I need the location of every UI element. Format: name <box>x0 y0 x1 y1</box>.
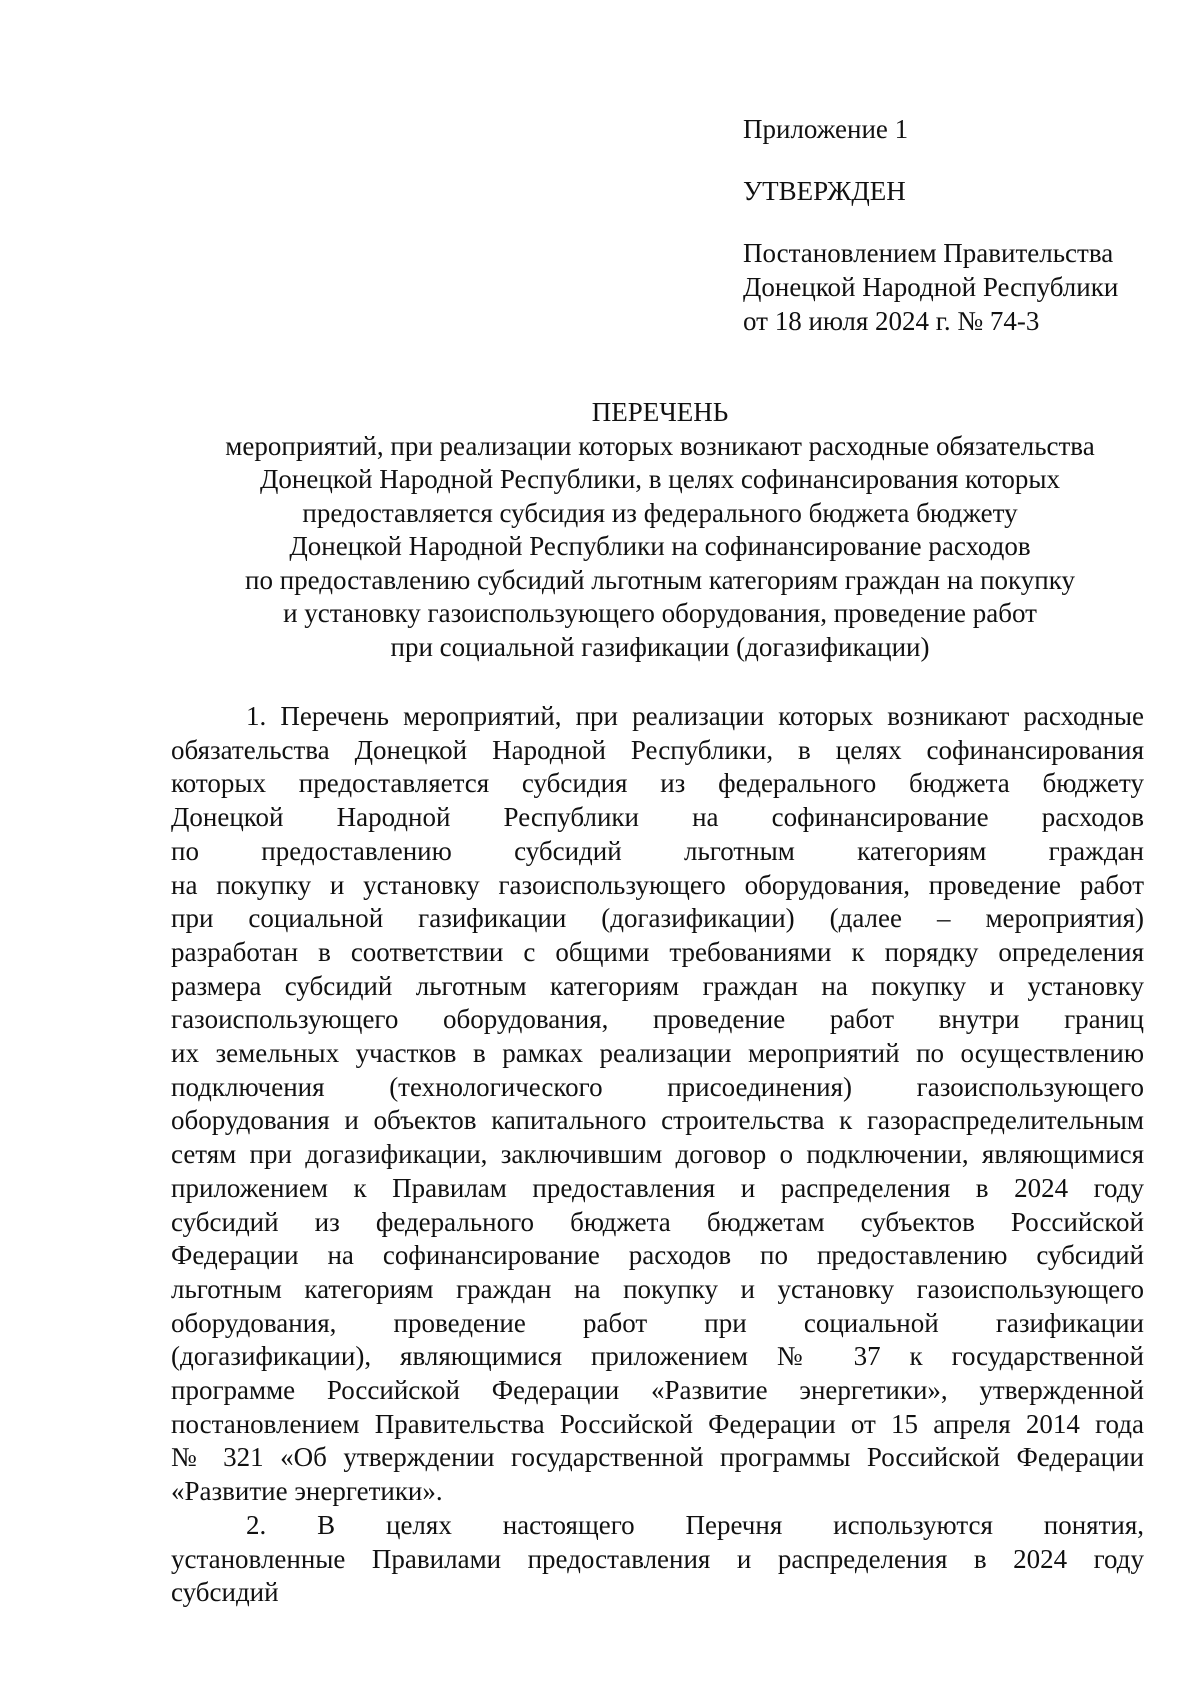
title-subtitle-line: Донецкой Народной Республики, в целях софинансирования которых <box>259 464 1061 494</box>
appendix-label: Приложение 1 <box>743 114 909 144</box>
paragraph-line: субсидий <box>171 1577 279 1608</box>
title-subtitle-line: предоставляется субсидия из федерального бюджета бюджету <box>302 497 1018 528</box>
paragraph-line: № 321 «Об утверждении государственной программы Российской Федерации <box>171 1442 1144 1473</box>
decree-line: Донецкой Народной Республики <box>743 272 1119 302</box>
paragraph-line: Федерации на софинансирование расходов по предоставлению субсидий <box>171 1240 1144 1271</box>
paragraph-line: «Развитие энергетики». <box>171 1476 443 1507</box>
title-subtitle-line: и установку газоиспользующего оборудования, проведение работ <box>283 598 1037 628</box>
paragraph-line: оборудования и объектов капитального строительства к газораспределительным <box>171 1105 1144 1136</box>
paragraph-line: на покупку и установку газоиспользующего оборудования, проведение работ <box>171 869 1144 900</box>
paragraph-line: разработан в соответствии с общими требованиями к порядку определения <box>171 936 1144 967</box>
approved-label: УТВЕРЖДЕН <box>743 176 906 206</box>
paragraph-line: субсидий из федерального бюджета бюджетам субъектов Российской <box>171 1206 1144 1237</box>
paragraph-line: 1. Перечень мероприятий, при реализации которых возникают расходные <box>246 701 1144 731</box>
paragraph-line: оборудования, проведение работ при социальной газификации <box>171 1307 1144 1338</box>
paragraph-line: Донецкой Народной Республики на софинансирование расходов <box>171 802 1144 833</box>
paragraph-line: постановлением Правительства Российской Федерации от 15 апреля 2014 года <box>171 1408 1144 1439</box>
paragraph-line: по предоставлению субсидий льготным категориям граждан <box>171 835 1144 866</box>
paragraph-1 <box>171 700 1144 1509</box>
document-body <box>171 700 1144 1610</box>
document-title <box>160 396 1160 664</box>
title-subtitle-line: по предоставлению субсидий льготным категориям граждан на покупку <box>245 564 1075 595</box>
paragraph-line: размера субсидий льготным категориям граждан на покупку и установку <box>171 970 1144 1001</box>
title-subtitle-line: при социальной газификации (догазификации) <box>390 631 930 662</box>
paragraph-line: программе Российской Федерации «Развитие энергетики», утвержденной <box>171 1375 1144 1406</box>
paragraph-line: установленные Правилами предоставления и распределения в 2024 году <box>171 1543 1144 1574</box>
title-heading: ПЕРЕЧЕНЬ <box>591 397 729 427</box>
paragraph-line: их земельных участков в рамках реализации мероприятий по осуществлению <box>171 1038 1144 1069</box>
approval-stamp-block <box>743 112 1173 338</box>
paragraph-line: обязательства Донецкой Народной Республики, в целях софинансирования <box>171 734 1144 765</box>
paragraph-line: газоиспользующего оборудования, проведение работ внутри границ <box>171 1004 1144 1035</box>
decree-line: Постановлением Правительства <box>743 238 1114 268</box>
title-subtitle-line: мероприятий, при реализации которых возникают расходные обязательства <box>225 430 1095 461</box>
paragraph-line: при социальной газификации (догазификации) (далее – мероприятия) <box>171 903 1144 934</box>
paragraph-line: сетям при догазификации, заключившим договор о подключении, являющимися <box>171 1139 1144 1170</box>
decree-line: от 18 июля 2024 г. № 74-3 <box>743 306 1040 336</box>
paragraph-line: 2. В целях настоящего Перечня используются понятия, <box>246 1509 1144 1540</box>
title-subtitle-line: Донецкой Народной Республики на софинансирование расходов <box>289 531 1031 561</box>
paragraph-line: подключения (технологического присоединения) газоиспользующего <box>171 1071 1144 1102</box>
paragraph-line: (догазификации), являющимися приложением № 37 к государственной <box>171 1341 1144 1372</box>
paragraph-line: приложением к Правилам предоставления и распределения в 2024 году <box>171 1172 1144 1203</box>
paragraph-line: льготным категориям граждан на покупку и установку газоиспользующего <box>171 1273 1144 1304</box>
paragraph-2 <box>171 1509 1144 1610</box>
paragraph-line: которых предоставляется субсидия из федерального бюджета бюджету <box>171 768 1144 799</box>
